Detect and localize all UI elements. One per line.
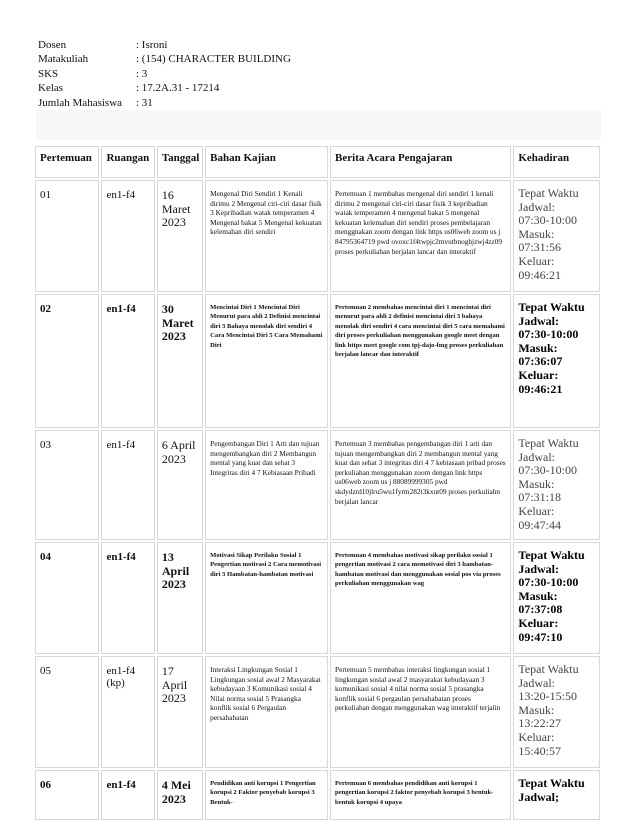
attendance-status: Tepat Waktu bbox=[518, 186, 579, 200]
date-cell: 16 Maret 2023 bbox=[157, 180, 203, 292]
table-row bbox=[35, 656, 600, 768]
keluar-label: Keluar: bbox=[518, 729, 555, 744]
attendance-status: Tepat Waktu bbox=[518, 300, 585, 314]
jadwal-label: Jadwal: bbox=[518, 561, 559, 576]
topic-cell: Pengembangan Diri 1 Arti dan tujuan mengembangkan diri 2 Membangun mental yang kuat dan sehat 3 Integritas diri 4 7 Kebiasaan Pribadi bbox=[205, 430, 328, 540]
kelas-label: Kelas bbox=[38, 82, 64, 95]
topic-cell: Pendidikan anti korupsi 1 Pengertian korupsi 2 Faktor penyebab korupsi 3 Bentuk- bbox=[205, 770, 328, 820]
date-cell: 17 April 2023 bbox=[157, 656, 203, 768]
masuk-label: Masuk: bbox=[518, 226, 555, 241]
date-cell: 13 April 2023 bbox=[157, 542, 203, 654]
room-cell: en1-f4 bbox=[101, 294, 154, 428]
table-row bbox=[35, 180, 600, 292]
header-kehadiran: Kehadiran bbox=[513, 146, 600, 178]
keluar-value: 09:46:21 bbox=[518, 381, 563, 396]
room-cell: en1-f4 bbox=[101, 542, 154, 654]
masuk-label: Masuk: bbox=[518, 588, 558, 603]
attendance-cell bbox=[513, 430, 600, 540]
kelas-row bbox=[38, 81, 291, 95]
room-cell: en1-f4 (kp) bbox=[101, 656, 154, 768]
dosen-label: Dosen bbox=[38, 39, 67, 51]
attendance-status: Tepat Waktu bbox=[518, 776, 585, 790]
jumlah-mahasiswa-label: Jumlah Mahasiswa bbox=[38, 96, 123, 109]
keluar-label: Keluar: bbox=[518, 615, 559, 630]
keluar-value: 09:47:10 bbox=[518, 629, 563, 644]
jadwal-label: Jadwal: bbox=[518, 313, 559, 328]
report-cell: Pertemuan 6 membahas pendidikan anti korupsi 1 pengertian korupsi 2 faktor penyebab korupsi 3 bentuk-bentuk korupsi 4 upaya bbox=[330, 770, 511, 820]
masuk-value: 07:31:18 bbox=[518, 490, 561, 505]
keluar-label: Keluar: bbox=[518, 503, 555, 518]
topic-cell: Mengenal Diri Sendiri 1 Kenali dirimu 2 Mengenal ciri-ciri dasar fisik 3 Kepribadian watak temperamen 4 Mengenal bakat 5 Mengenal kekuatan kelemahan diri sendiri bbox=[205, 180, 328, 292]
date-cell: 6 April 2023 bbox=[157, 430, 203, 540]
room-cell: en1-f4 bbox=[101, 430, 154, 540]
jadwal-label: Jadwal; bbox=[518, 789, 559, 804]
attendance-status: Tepat Waktu bbox=[518, 548, 585, 562]
header-bahan-kajian: Bahan Kajian bbox=[205, 146, 328, 178]
table-row bbox=[35, 430, 600, 540]
table-row bbox=[35, 294, 600, 428]
attendance-cell bbox=[513, 656, 600, 768]
attendance-status: Tepat Waktu bbox=[518, 662, 579, 676]
jadwal-value: 07:30-10:00 bbox=[518, 575, 579, 590]
sks-row bbox=[38, 67, 291, 81]
header-ruangan: Ruangan bbox=[101, 146, 154, 178]
report-cell: Pertemuan 1 membahas mengenal diri sendiri 1 kenali dirimu 2 mengenal ciri-ciri dasar fisik 3 kepribadian watak temperamen 4 mengenal bakat 5 mengenal kekuatan kelemahan diri sendiri proses pembelajaran menggnakan zoom dengan link https us06web zoom us j 84795364719 pwd ovoxc1f4twpjc2mvutbnoghjzwj4zz09 proses perkuliahan berjalan lancar dan interaktif bbox=[330, 180, 511, 292]
masuk-value: 07:31:56 bbox=[518, 240, 561, 255]
attendance-cell bbox=[513, 770, 600, 820]
topic-cell: Motivasi Sikap Perilaku Sosial 1 Pengertian motivasi 2 Cara memotivasi diri 3 Hambatan-hambatan motivasi bbox=[205, 542, 328, 654]
matakuliah-value: : (154) CHARACTER BUILDING bbox=[136, 53, 291, 66]
keluar-value: 09:47:44 bbox=[518, 517, 561, 532]
keluar-value: 15:40:57 bbox=[518, 743, 561, 758]
sks-value: : 3 bbox=[136, 67, 148, 80]
session-number: 05 bbox=[35, 656, 99, 768]
jumlah-mahasiswa-row bbox=[38, 96, 291, 110]
date-cell: 4 Mei 2023 bbox=[157, 770, 203, 820]
masuk-value: 07:36:07 bbox=[518, 354, 563, 369]
session-number: 03 bbox=[35, 430, 99, 540]
sks-label: SKS bbox=[38, 67, 59, 80]
topic-cell: Interaksi Lingkungan Sosial 1 Lingkungan sosial awal 2 Masyarakat kebudayaan 3 Komunikasi sosial 4 Nilai norma sosial 5 Prasangka konflik sosial 6 Pergaulan persahabatan bbox=[205, 656, 328, 768]
spacer-band bbox=[36, 110, 601, 140]
header-berita-acara: Berita Acara Pengajaran bbox=[330, 146, 511, 178]
masuk-label: Masuk: bbox=[518, 340, 558, 355]
date-cell: 30 Maret 2023 bbox=[157, 294, 203, 428]
matakuliah-label: Matakuliah bbox=[38, 53, 89, 66]
masuk-value: 13:22:27 bbox=[518, 716, 561, 731]
masuk-label: Masuk: bbox=[518, 702, 555, 717]
session-number: 04 bbox=[35, 542, 99, 654]
room-cell: en1-f4 bbox=[101, 180, 154, 292]
jadwal-value: 07:30-10:00 bbox=[518, 327, 579, 342]
header-tanggal: Tanggal bbox=[157, 146, 203, 178]
attendance-table bbox=[33, 144, 602, 822]
jadwal-value: 13:20-15:50 bbox=[518, 689, 577, 704]
masuk-label: Masuk: bbox=[518, 476, 555, 491]
keluar-value: 09:46:21 bbox=[518, 267, 561, 282]
masuk-value: 07:37:08 bbox=[518, 602, 563, 617]
table-header-row bbox=[35, 146, 600, 178]
jadwal-label: Jadwal: bbox=[518, 449, 555, 464]
report-cell: Pertemuan 2 membahas mencintai diri 1 mencintai diri menurut para ahli 2 definisi mencintai diri 3 bahaya menolak diri sendiri 4 cara mencintai diri 5 cara memahami diri proses perkuliahan menggunakan google meet dengan link https meet google com tpj-dajo-fmg proses perkuliahan berjalan lancar dan interaktif bbox=[330, 294, 511, 428]
session-number: 01 bbox=[35, 180, 99, 292]
jadwal-label: Jadwal: bbox=[518, 675, 555, 690]
keluar-label: Keluar: bbox=[518, 253, 555, 268]
jumlah-mahasiswa-value: : 31 bbox=[136, 96, 153, 109]
matakuliah-row bbox=[38, 52, 291, 66]
attendance-cell bbox=[513, 542, 600, 654]
report-cell: Pertemuan 5 membahas interaksi lingkungan sosial 1 lingkungan sosial awal 2 masyarakat kebudayaan 3 komunikasi sosial 4 nilai norma sosial 5 prasangka konflik sosial 6 pergaulan persahabatan proses perkuliahan dengan menggunakan wag interaktif terjalin bbox=[330, 656, 511, 768]
attendance-status: Tepat Waktu bbox=[518, 436, 579, 450]
attendance-cell bbox=[513, 294, 600, 428]
attendance-cell bbox=[513, 180, 600, 292]
session-number: 02 bbox=[35, 294, 99, 428]
jadwal-value: 07:30-10:00 bbox=[518, 213, 577, 228]
course-info bbox=[38, 38, 291, 110]
jadwal-value: 07:30-10:00 bbox=[518, 463, 577, 478]
table-row bbox=[35, 770, 600, 820]
keluar-label: Keluar: bbox=[518, 367, 559, 382]
report-cell: Pertemuan 3 membahas pengembangan diri 1 arti dan tujuan mengembangkan diri 2 membangun mental yang kuat dan sehat 3 integritas diri 4 7 kebiasaan pribad proses perkuliahan menggunakan zoom dengan link https us06web zoom us j 88089999305 pwd skdydzrd10jlru5wu1fyrm282t3kxut09 proses perkuliahn berjalan lancar bbox=[330, 430, 511, 540]
report-cell: Pertemuan 4 membahas motivasi sikap perilaku sosial 1 pengertian motivasi 2 cara memotivasi diri 3 hambatan-hambatan motivasi dan menggunakan sosial pos via proses perkuliahan menggunakan wag bbox=[330, 542, 511, 654]
session-number: 06 bbox=[35, 770, 99, 820]
dosen-row bbox=[38, 38, 291, 52]
dosen-value: : Isroni bbox=[136, 39, 168, 51]
header-pertemuan: Pertemuan bbox=[35, 146, 99, 178]
table-row bbox=[35, 542, 600, 654]
topic-cell: Mencintai Diri 1 Mencintai Diri Menurut para ahli 2 Definisi mencintai diri 3 Bahaya menolak diri sendiri 4 Cara Mencintai Diri 5 Cara Memahami Diri bbox=[205, 294, 328, 428]
room-cell: en1-f4 bbox=[101, 770, 154, 820]
jadwal-label: Jadwal: bbox=[518, 199, 555, 214]
kelas-value: : 17.2A.31 - 17214 bbox=[136, 82, 220, 95]
